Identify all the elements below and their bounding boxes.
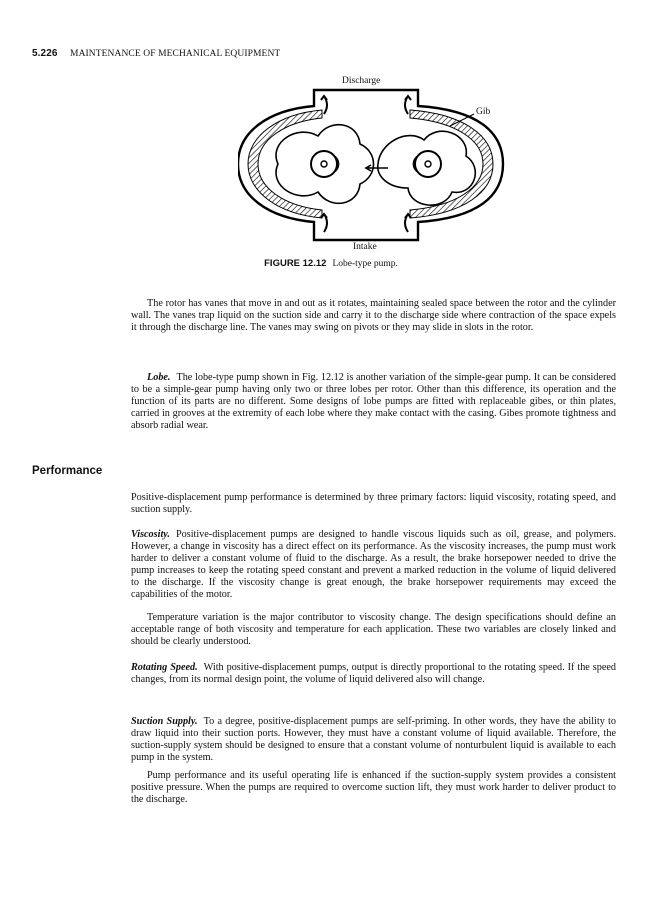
figure-number: FIGURE 12.12 — [264, 258, 327, 269]
figure-caption-text: Lobe-type pump. — [332, 259, 398, 269]
gib-label: Gib — [476, 107, 491, 117]
rotating-speed-paragraph — [131, 662, 616, 686]
suction-supply-run-in-head: Suction Supply. — [131, 716, 198, 727]
viscosity-run-in-head: Viscosity. — [131, 529, 170, 540]
page-number: 5.226 — [32, 48, 58, 59]
viscosity-text: Positive-displacement pumps are designed to handle viscous liquids such as oil, grease, and polymers. However, a change in viscosity has a direct effect on its performance. As the viscosity increases, the pump must work harder to deliver a constant volume of fluid to the discharge. As a result, the brake horsepower needed to drive the pump increases to keep the rotating speed constant and prevent a marked reduction in the volume of liquid delivered to the discharge. If the viscosity change is great enough, the brake horsepower requirements may exceed the capabilities of the motor. — [131, 529, 616, 601]
rotating-speed-text: With positive-displacement pumps, output is directly proportional to the rotating speed. If the speed changes, from its normal design point, the volume of liquid delivered also will change. — [131, 662, 616, 686]
lobe-paragraph — [131, 372, 616, 432]
operating-life-paragraph: Pump performance and its useful operating life is enhanced if the suction-supply system provides a consistent positive pressure. When the pumps are required to overcome suction lift, they must work harder to deliver product to the discharge. — [131, 770, 616, 806]
performance-intro: Positive-displacement pump performance is determined by three primary factors: liquid viscosity, rotating speed, and suction supply. — [131, 492, 616, 516]
figure-caption — [0, 258, 662, 269]
viscosity-paragraph — [131, 529, 616, 602]
intake-label: Intake — [353, 242, 377, 252]
section-heading-performance: Performance — [32, 465, 103, 477]
rotor-paragraph: The rotor has vanes that move in and out as it rotates, maintaining sealed space between the rotor and the cylinder wall. The vanes trap liquid on the suction side and carry it to the discharge side where contraction of the space expels it through the discharge line. The vanes may swing on pivots or they may slide in slots in the rotor. — [131, 298, 616, 334]
temperature-paragraph: Temperature variation is the major contributor to viscosity change. The design specifications should define an acceptable range of both viscosity and temperature for each application. These two variables are closely linked and should be clearly understood. — [131, 612, 616, 648]
suction-supply-paragraph — [131, 716, 616, 764]
left-lobe-rotor — [276, 125, 373, 204]
running-header — [32, 48, 280, 59]
lobe-run-in-head: Lobe. — [147, 372, 171, 383]
suction-supply-text: To a degree, positive-displacement pumps are self-priming. In other words, they have the ability to draw liquid into their suction ports. However, they must have a constant volume of liquid available. Therefore, the suction-supply system should be designed to ensure that a constant volume of nonturbulent liquid is available to each pump in the system. — [131, 716, 616, 764]
rotating-speed-run-in-head: Rotating Speed. — [131, 662, 198, 673]
running-title: MAINTENANCE OF MECHANICAL EQUIPMENT — [70, 49, 281, 59]
discharge-label: Discharge — [342, 76, 381, 86]
lobe-pump-diagram — [238, 72, 538, 252]
lobe-pump-figure — [238, 72, 538, 252]
lobe-text: The lobe-type pump shown in Fig. 12.12 is another variation of the simple-gear pump. It can be considered to be a simple-gear pump having only two or three lobes per rotor. Other than this difference, its operation and the function of its parts are no different. Some designs of lobe pumps are fitted with replaceable gibes, or thin plates, carried in grooves at the extremity of each lobe where they make contact with the casing. Gibes promote tightness and absorb radial wear. — [131, 372, 616, 432]
